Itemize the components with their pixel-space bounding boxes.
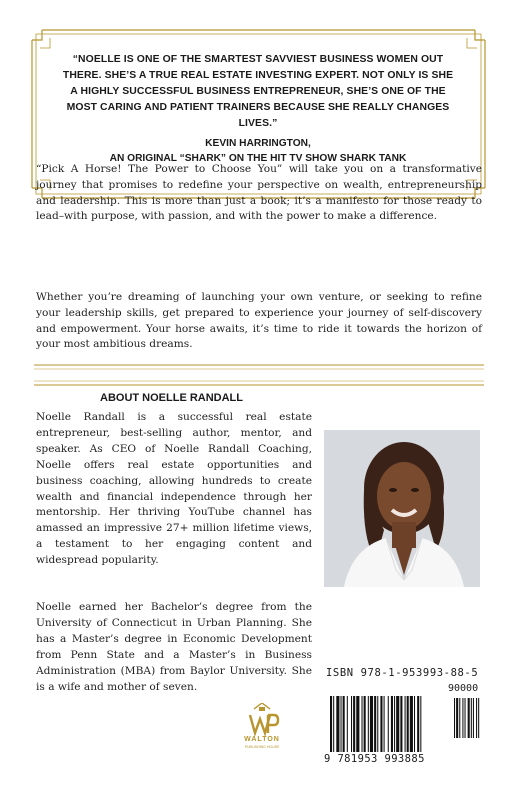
barcode-bar	[394, 696, 395, 752]
gold-divider-bottom	[34, 378, 484, 388]
barcode-bar	[353, 696, 355, 752]
barcode-bar	[356, 696, 359, 752]
barcode-bar	[400, 696, 402, 752]
testimonial-author: KEVIN HARRINGTON,	[205, 138, 311, 149]
price-barcode-bar	[465, 698, 466, 738]
barcode-bar	[414, 696, 415, 752]
isbn-text: ISBN 978-1-953993-88-5	[326, 667, 479, 679]
barcode-bar	[333, 696, 334, 752]
barcode-bar	[388, 696, 389, 752]
barcode-bar	[364, 696, 366, 752]
barcode-bar	[410, 696, 413, 752]
price-barcode-bar	[476, 698, 477, 738]
description-paragraph-1: “Pick A Horse! The Power to Choose You” will take you on a transformative journey that promises to redefine your perspective on wealth, entrepreneurship and leadership. This is more than just a book; it’s a manifesto for those ready to lead–with purpose, with passion, and with the power to make a difference.	[36, 163, 482, 223]
barcode-bar	[396, 696, 399, 752]
barcode-bar	[370, 696, 373, 752]
about-bio-paragraph-1: Noelle Randall is a successful real estate entrepreneur, best-selling author, mentor, and speaker. As CEO of Noelle Randall Coaching, Noelle offers real estate opportunities and business coaching, allowing hundreds to create wealth and financial independence through her mentorship. Her thriving YouTube channel has amassed an impressive 27+ million lifetime views, a testament to her engaging content and widespread popularity.	[36, 411, 312, 567]
barcode-bar	[420, 696, 421, 752]
price-barcode-bar	[471, 698, 472, 738]
author-photo	[324, 430, 480, 587]
about-bio-paragraph-2: Noelle earned her Bachelor’s degree from the University of Connecticut in Urban Planning. She has a Master’s degree in Economic Development from Penn State and a Master’s in Business Administration (MBA) from Baylor University. She is a wife and mother of seven.	[36, 601, 312, 693]
barcode-bar	[417, 696, 419, 752]
barcode-bars	[330, 696, 482, 754]
barcode-bar	[351, 696, 352, 752]
price-barcode-bar	[459, 698, 460, 738]
barcode-bar	[377, 696, 378, 752]
barcode-bar	[407, 696, 409, 752]
price-barcode-bar	[478, 698, 479, 738]
barcode-bar	[336, 696, 339, 752]
testimonial-quote: “NOELLE IS ONE OF THE SMARTEST SAVVIEST BUSINESS WOMEN OUT THERE. SHE’S A TRUE REAL ESTATE INVESTING EXPERT. NOT ONLY IS SHE A HIGHLY SUCCESSFUL BUSINESS ENTREPRENEUR, SHE’S ONE OF THE MOST CARING AND PATIENT TRAINERS BECAUSE SHE REALLY CHANGES LIVES.”	[62, 54, 454, 129]
barcode-bar	[374, 696, 376, 752]
barcode-bar	[330, 696, 332, 752]
barcode-bar	[341, 696, 342, 752]
gold-divider-top	[34, 362, 484, 372]
price-barcode-bar	[468, 698, 470, 738]
price-barcode-bar	[456, 698, 458, 738]
barcode-bar	[380, 696, 382, 752]
barcode-bar	[405, 696, 406, 752]
author-portrait-illustration	[324, 430, 480, 587]
publisher-name: WALTON	[244, 736, 280, 743]
ean-text: 9 781953 993885	[324, 753, 425, 765]
price-barcode-bar	[473, 698, 474, 738]
barcode-bar	[384, 696, 385, 752]
barcode-bar	[343, 696, 345, 752]
price-barcode-bar	[454, 698, 455, 738]
testimonial-author-title: AN ORIGINAL “SHARK” ON THE HIT TV SHOW SHARK TANK	[109, 153, 407, 164]
barcode-bar	[347, 696, 348, 752]
barcode-bar	[368, 696, 369, 752]
barcode-bar	[391, 696, 393, 752]
publisher-tagline: PUBLISHING HOUSE	[244, 745, 280, 749]
price-code: 90000	[448, 683, 479, 694]
about-heading: ABOUT NOELLE RANDALL	[100, 392, 243, 404]
description-paragraph-2: Whether you’re dreaming of launching your own venture, or seeking to refine your leadership skills, get prepared to experience your journey of self-discovery and empowerment. Your horse awaits, it’s time to ride it towards the horizon of your most ambitious dreams.	[36, 291, 482, 351]
barcode-bar	[362, 696, 363, 752]
price-barcode-bar	[462, 698, 463, 738]
